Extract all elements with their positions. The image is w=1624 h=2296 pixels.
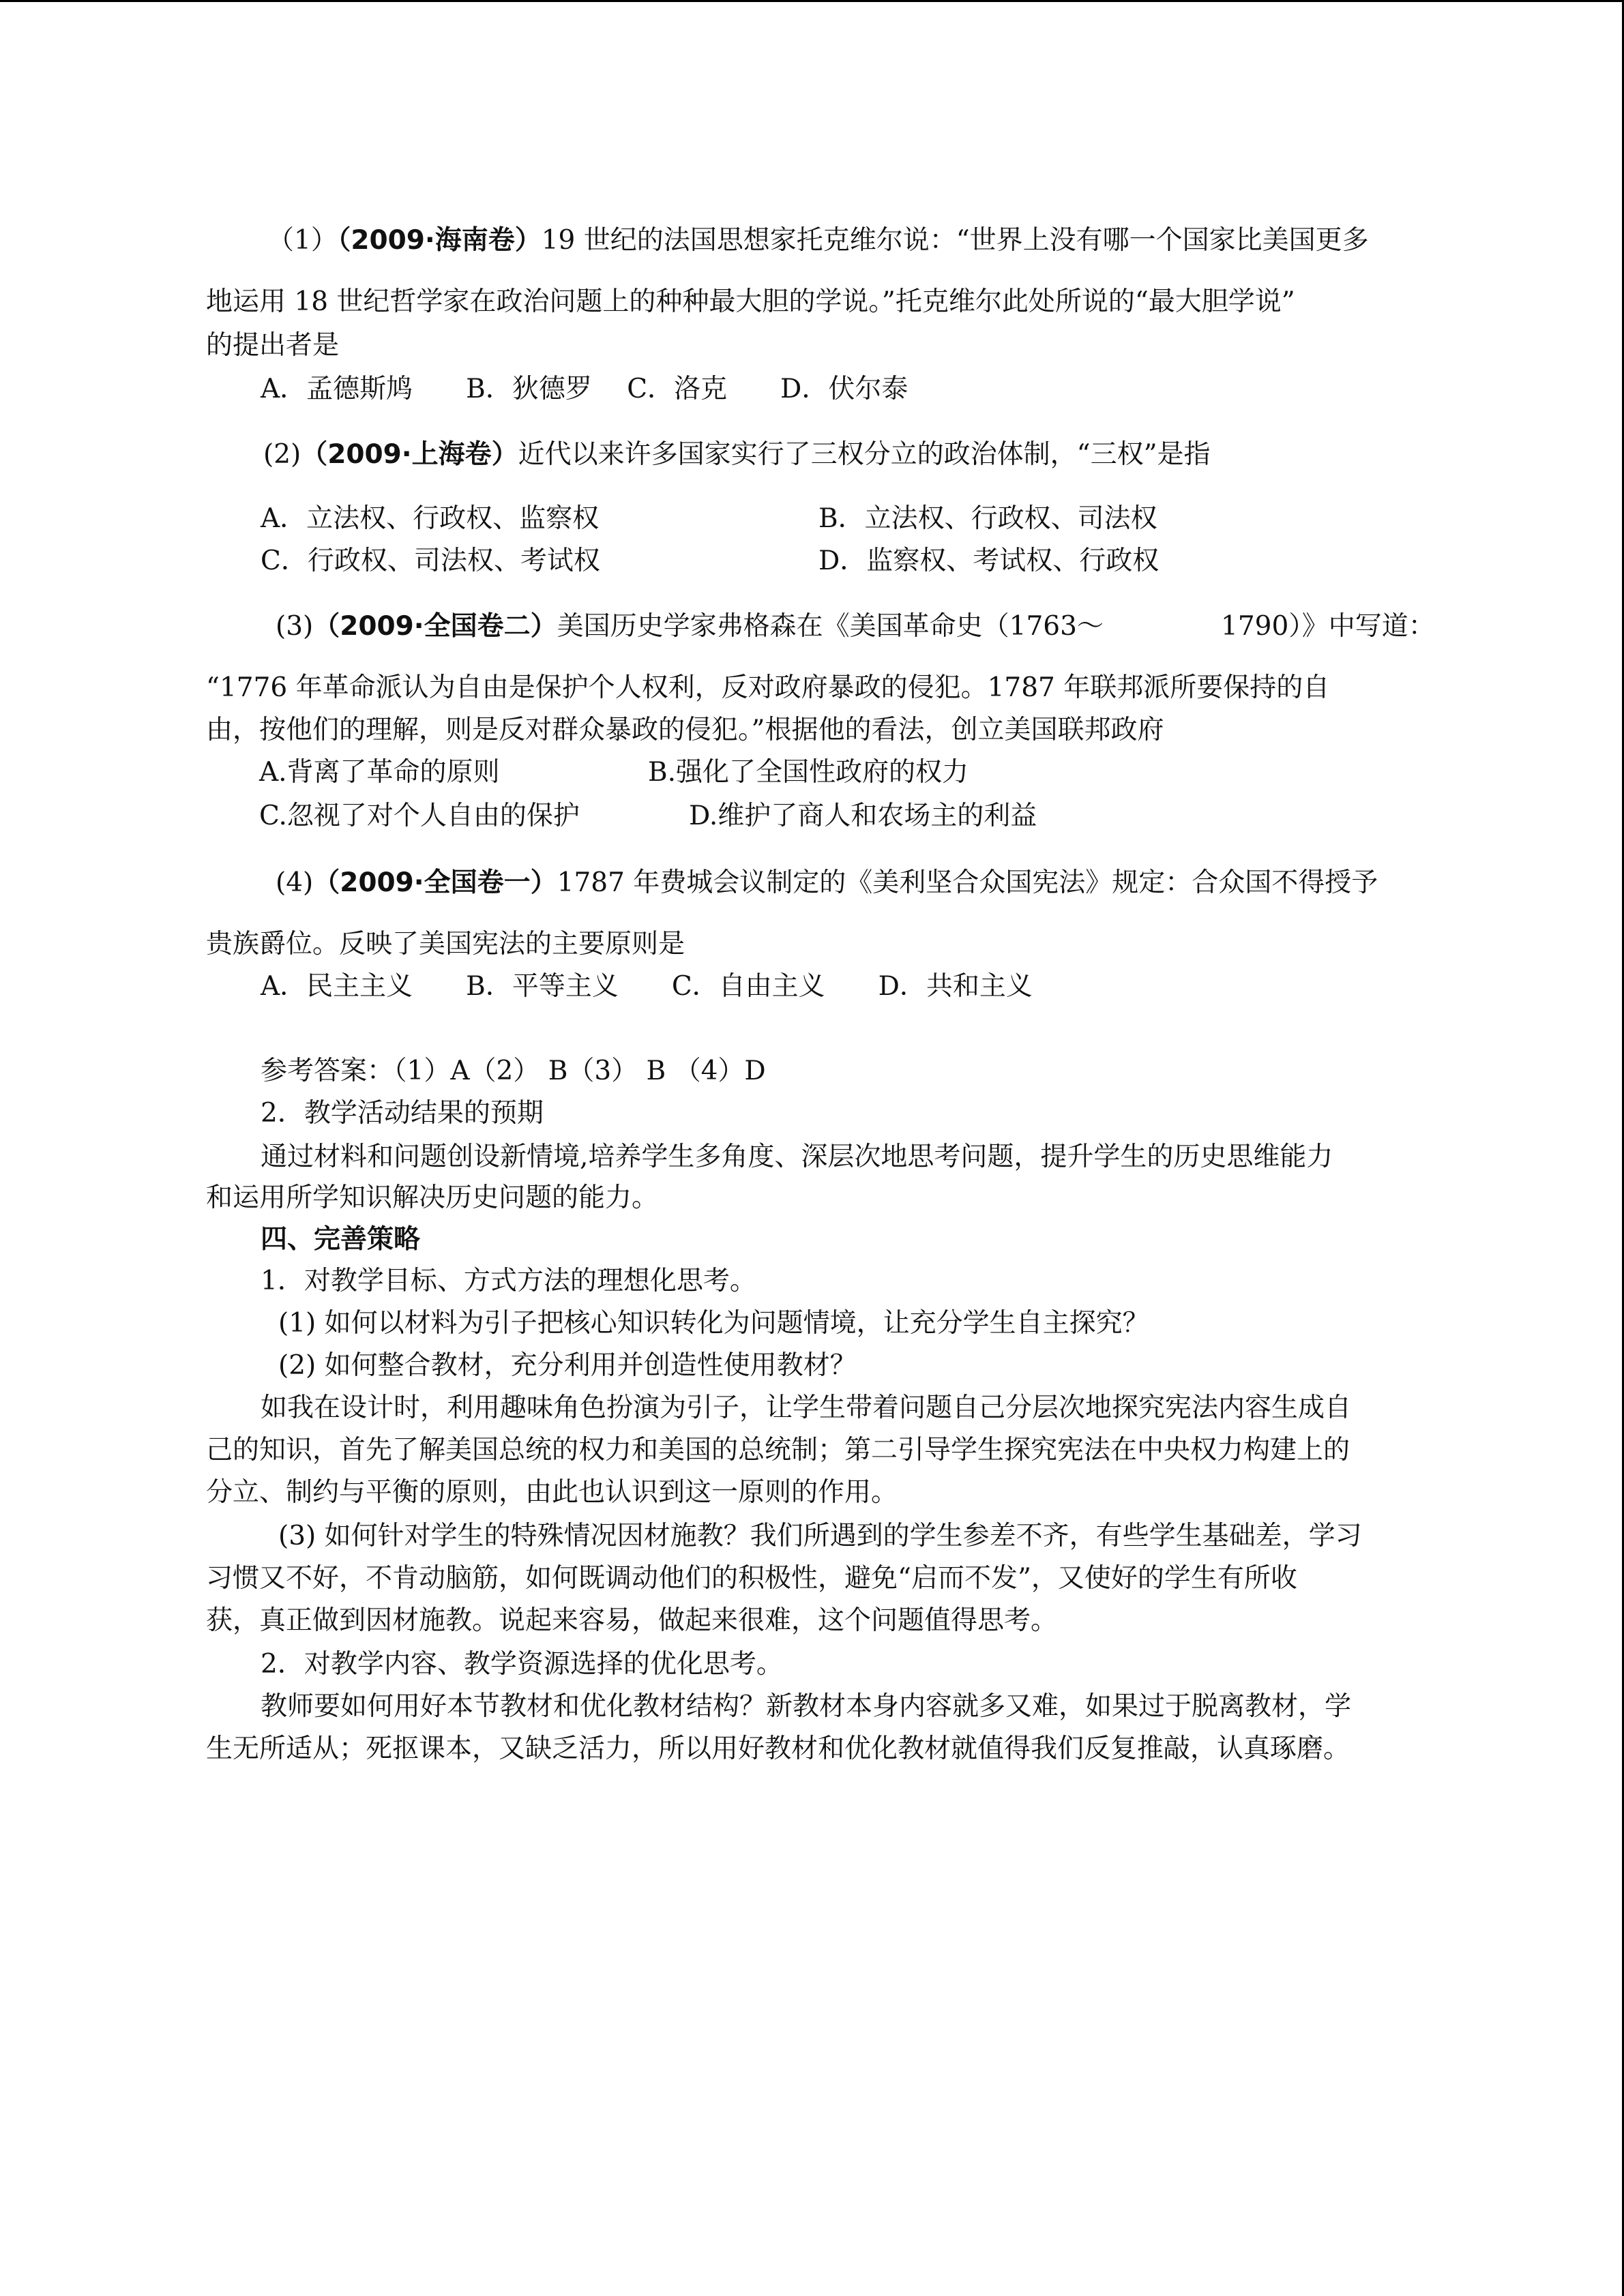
q3-line2: “1776 年革命派认为自由是保护个人权利，反对政府暴政的侵犯。1787 年联邦派所要保持的自: [206, 672, 1330, 703]
q3-line3: 由，按他们的理解，则是反对群众暴政的侵犯。”根据他的看法，创立美国联邦政府: [206, 715, 1164, 745]
q2-option-a: A．立法权、行政权、监察权: [261, 503, 600, 534]
para-b-line2: 习惯又不好，不肯动脑筋，如何既调动他们的积极性，避免“启而不发”，又使好的学生有所收: [206, 1563, 1297, 1594]
para-c-line1: 教师要如何用好本节教材和优化教材结构？新教材本身内容就多又难，如果过于脱离教材，学: [261, 1691, 1352, 1722]
section4-heading: 四、完善策略: [261, 1223, 421, 1255]
q1-text: 19 世纪的法国思想家托克维尔说：“世界上没有哪一个国家比美国更多: [541, 225, 1369, 256]
q3-text-a: 美国历史学家弗格森在《美国革命史（1763～: [557, 611, 1104, 642]
q1-line1: [267, 224, 1369, 257]
para-b-line1: (3) 如何针对学生的特殊情况因材施教？我们所遇到的学生参差不齐，有些学生基础差，学习: [278, 1521, 1362, 1551]
section2-para-line2: 和运用所学知识解决历史问题的能力。: [206, 1182, 659, 1213]
q2-option-d: D．监察权、考试权、行政权: [818, 546, 1160, 576]
q1-source-tag: （2009·海南卷）: [337, 225, 542, 256]
section2-title: 2．教学活动结果的预期: [261, 1098, 544, 1129]
q2-option-c: C．行政权、司法权、考试权: [261, 546, 600, 576]
q4-source-tag: （2009·全国卷一）: [313, 867, 557, 898]
answer-key: 参考答案：（1）A（2） B（3） B （4）D: [261, 1056, 766, 1086]
para-a-line3: 分立、制约与平衡的原则，由此也认识到这一原则的作用。: [206, 1477, 898, 1508]
q4-options: A．民主主义 B．平等主义 C．自由主义 D．共和主义: [261, 971, 1033, 1002]
q3-option-a: A.背离了革命的原则: [259, 757, 500, 788]
q3-line1: [276, 610, 1104, 643]
q2-text: 近代以来许多国家实行了三权分立的政治体制，“三权”是指: [518, 439, 1211, 470]
subsection1-question2: (2) 如何整合教材，充分利用并创造性使用教材？: [278, 1350, 857, 1381]
section2-para-line1: 通过材料和问题创设新情境,培养学生多角度、深层次地思考问题，提升学生的历史思维能力: [261, 1142, 1333, 1172]
q1-options: A．孟德斯鸠 B．狄德罗 C．洛克 D．伏尔泰: [261, 374, 909, 404]
q1-line3: 的提出者是: [206, 330, 340, 361]
para-b-line3: 获，真正做到因材施教。说起来容易，做起来很难，这个问题值得思考。: [206, 1605, 1058, 1636]
q4-number: (4): [276, 867, 314, 898]
q1-number: （1）: [267, 225, 338, 256]
para-c-line2: 生无所适从；死抠课本，又缺乏活力，所以用好教材和优化教材就值得我们反复推敲，认真琢磨。: [206, 1733, 1350, 1764]
q4-text: 1787 年费城会议制定的《美利坚合众国宪法》规定：合众国不得授予: [557, 867, 1378, 898]
q2-line1: [263, 438, 1211, 471]
q3-number: (3): [276, 611, 314, 642]
q3-text-b: 1790）》中写道：: [1221, 611, 1435, 642]
para-a-line2: 己的知识，首先了解美国总统的权力和美国的总统制；第二引导学生探究宪法在中央权力构建上的: [206, 1435, 1350, 1465]
subsection2-title: 2．对教学内容、教学资源选择的优化思考。: [261, 1649, 783, 1680]
subsection1-question1: (1) 如何以材料为引子把核心知识转化为问题情境，让充分学生自主探究？: [278, 1308, 1149, 1339]
q2-source-tag: （2009·上海卷）: [301, 439, 518, 470]
q3-option-c: C.忽视了对个人自由的保护: [259, 801, 580, 831]
q4-line1: [276, 867, 1378, 899]
q3-option-d: D.维护了商人和农场主的利益: [689, 801, 1037, 831]
q4-line2: 贵族爵位。反映了美国宪法的主要原则是: [206, 929, 685, 959]
q2-option-b: B．立法权、行政权、司法权: [818, 503, 1157, 534]
para-a-line1: 如我在设计时，利用趣味角色扮演为引子，让学生带着问题自己分层次地探究宪法内容生成自: [261, 1392, 1352, 1423]
q3-source-tag: （2009·全国卷二）: [313, 611, 557, 642]
q3-option-b: B.强化了全国性政府的权力: [648, 757, 969, 788]
q1-line2: 地运用 18 世纪哲学家在政治问题上的种种最大胆的学说。”托克维尔此处所说的“最大胆学说”: [206, 286, 1295, 317]
q2-number: (2): [263, 439, 301, 470]
subsection1-title: 1．对教学目标、方式方法的理想化思考。: [261, 1266, 756, 1296]
